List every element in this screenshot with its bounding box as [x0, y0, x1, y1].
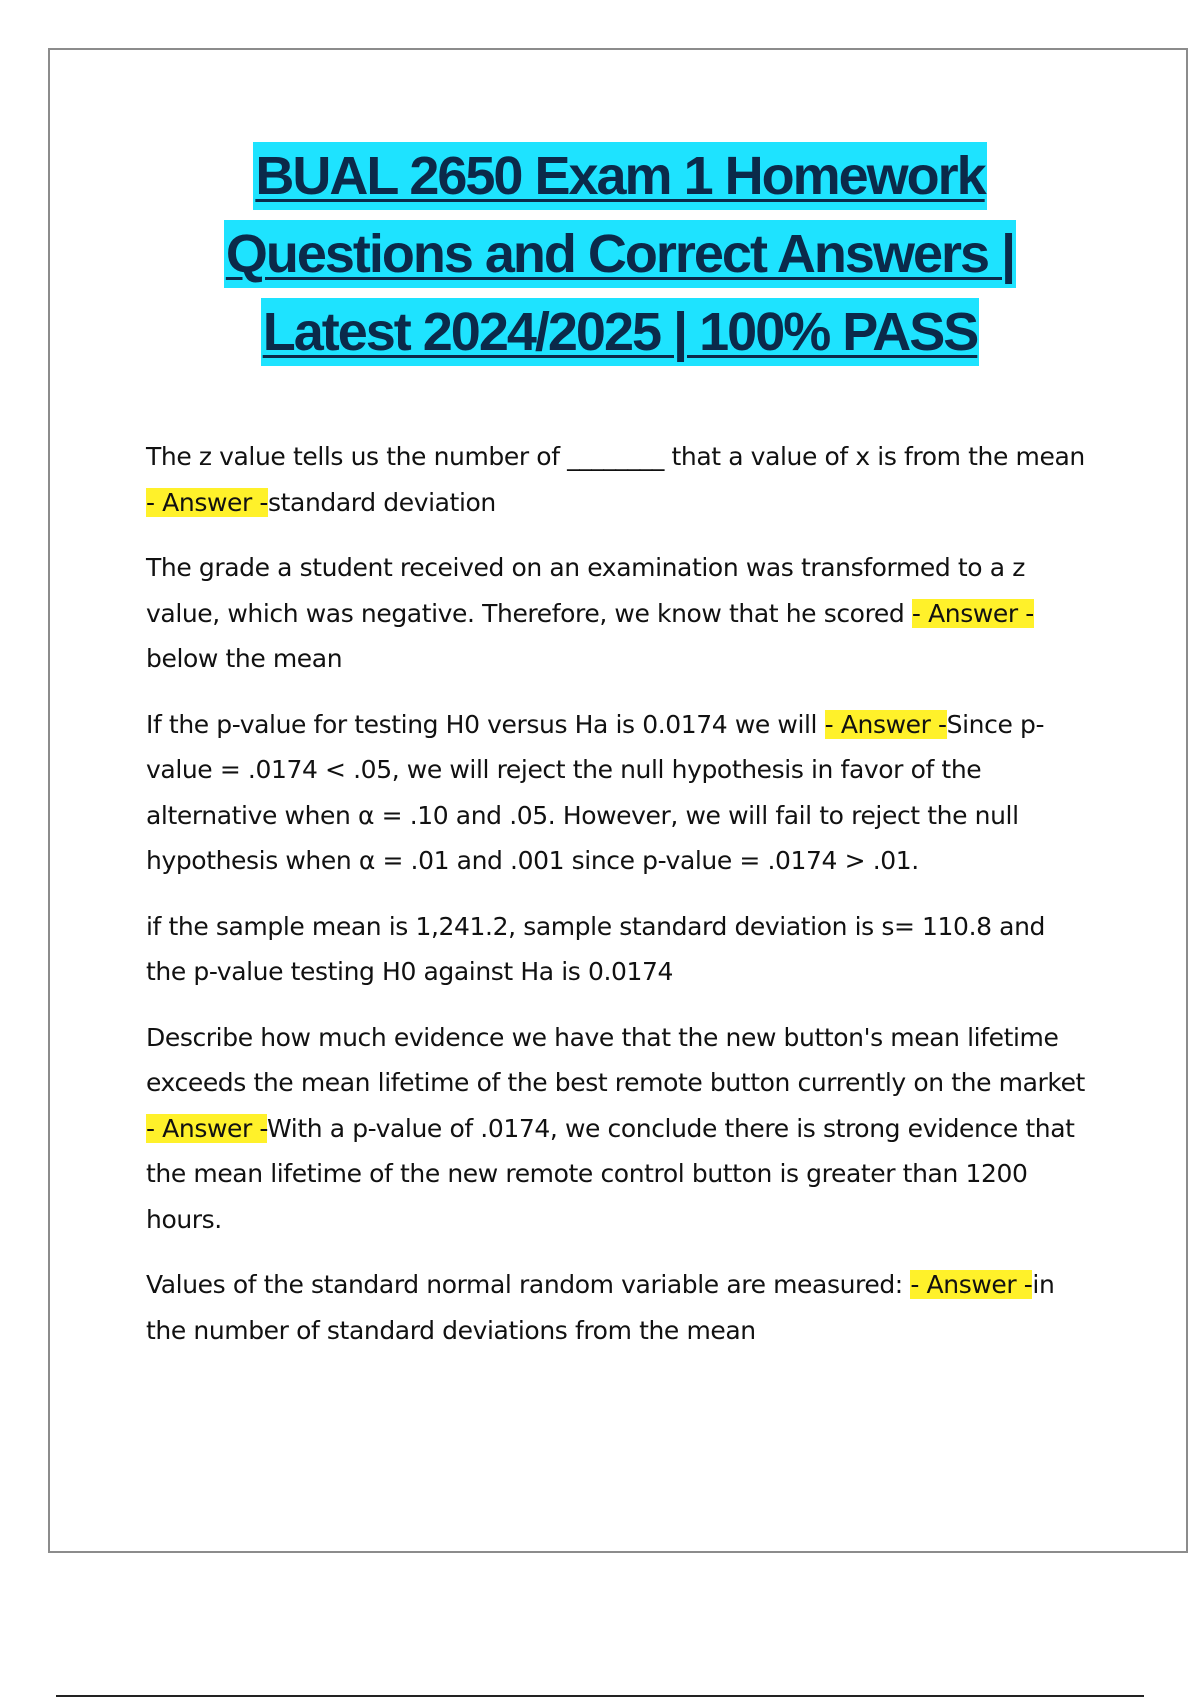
statement-text: if the sample mean is 1,241.2, sample standard deviation is s= 110.8 and the p-value testing H0 against Ha is 0.0174: [146, 911, 1045, 986]
qa-list: [146, 434, 1086, 1373]
title-line-2: Questions and Correct Answers |: [224, 220, 1016, 288]
answer-marker: - Answer -: [910, 1270, 1033, 1299]
question-text: If the p-value for testing H0 versus Ha is 0.0174 we will: [146, 709, 825, 739]
question-text: Describe how much evidence we have that the new button's mean lifetime exceeds the mean lifetime of the best remote button currently on the market: [146, 1022, 1085, 1097]
answer-text: in the number of standard deviations from the mean: [146, 1270, 1055, 1345]
question-text: Values of the standard normal random variable are measured:: [146, 1270, 911, 1299]
document-title: [120, 142, 1120, 376]
bottom-rule: [56, 1695, 1144, 1697]
qa-item-1: [146, 434, 1086, 525]
qa-item-6: [146, 1262, 1086, 1353]
answer-text: Since p-value = .0174 < .05, we will reject the null hypothesis in favor of the alternative when α = .10 and .05. However, we will fail to reject the null hypothesis when α = .01 and .001 since p-value = .0174 > .01.: [146, 709, 1045, 875]
answer-marker: - Answer -: [824, 709, 947, 739]
qa-item-5: [146, 1015, 1086, 1243]
question-text: The z value tells us the number of ________ that a value of x is from the mean: [146, 442, 1085, 471]
answer-marker: - Answer -: [146, 1113, 268, 1143]
qa-item-3: [146, 702, 1086, 884]
qa-item-4: [146, 904, 1086, 995]
answer-text: With a p-value of .0174, we conclude there is strong evidence that the mean lifetime of the new remote control button is greater than 1200 hours.: [146, 1113, 1075, 1234]
question-text: The grade a student received on an examination was transformed to a z value, which was negative. Therefore, we know that he scored: [146, 553, 1025, 628]
answer-text: standard deviation: [268, 487, 496, 517]
answer-text: below the mean: [146, 644, 343, 673]
qa-item-2: [146, 545, 1086, 682]
answer-marker: - Answer -: [911, 598, 1034, 628]
answer-marker: - Answer -: [146, 487, 269, 517]
title-line-3: Latest 2024/2025 | 100% PASS: [261, 298, 980, 366]
title-line-1: BUAL 2650 Exam 1 Homework: [253, 142, 986, 210]
